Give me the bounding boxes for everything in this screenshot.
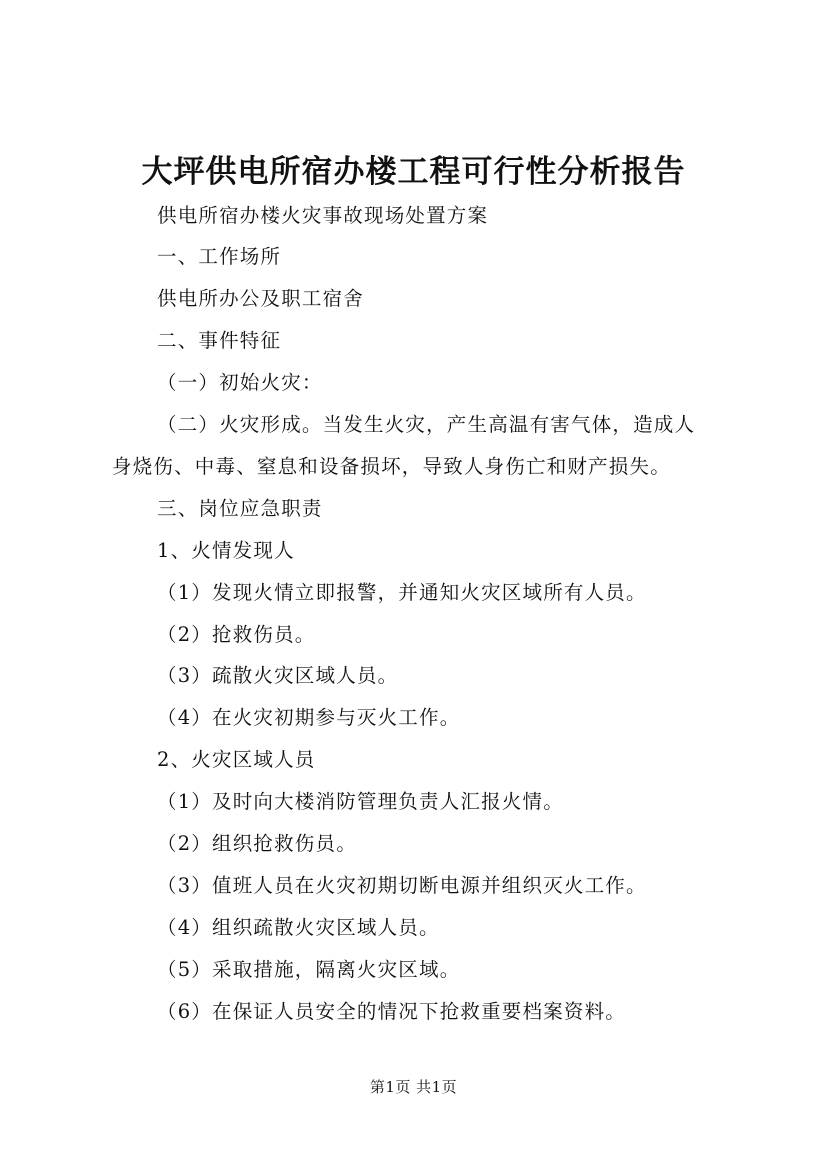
section-heading-workplace: 一、工作场所	[157, 245, 282, 268]
list-item-area-2: （2）组织抢救伤员。	[157, 832, 357, 855]
paragraph-workplace: 供电所办公及职工宿舍	[157, 287, 365, 310]
list-item-area-1: （1）及时向大楼消防管理负责人汇报火情。	[157, 790, 564, 813]
list-item-discoverer-2: （2）抢救伤员。	[157, 623, 316, 646]
list-item-area-5: （5）采取措施，隔离火灾区域。	[157, 958, 461, 981]
list-item-area-6: （6）在保证人员安全的情况下抢救重要档案资料。	[157, 1000, 627, 1023]
list-item-discoverer-4: （4）在火灾初期参与灭火工作。	[157, 706, 461, 729]
list-item-discoverer-1: （1）发现火情立即报警，并通知火灾区域所有人员。	[157, 581, 647, 604]
list-item-discoverer-3: （3）疏散火灾区域人员。	[157, 664, 399, 687]
subheading-fire-area-personnel: 2、火灾区域人员	[157, 748, 316, 771]
section-heading-event-features: 二、事件特征	[157, 329, 282, 352]
subheading-fire-discoverer: 1、火情发现人	[157, 539, 295, 562]
list-item-area-3: （3）值班人员在火灾初期切断电源并组织灭火工作。	[157, 874, 647, 897]
paragraph-fire-formed-continued: 身烧伤、中毒、窒息和设备损坏，导致人身伤亡和财产损失。	[112, 455, 671, 478]
document-title: 大坪供电所宿办楼工程可行性分析报告	[141, 154, 686, 190]
subtitle-line: 供电所宿办楼火灾事故现场处置方案	[157, 204, 489, 227]
section-heading-emergency-duties: 三、岗位应急职责	[157, 497, 323, 520]
page-footer: 第1页 共1页	[369, 1078, 458, 1096]
list-item-fire-formed: （二）火灾形成。当发生火灾，产生高温有害气体，造成人	[157, 413, 696, 436]
list-item-area-4: （4）组织疏散火灾区域人员。	[157, 916, 440, 939]
list-item-initial-fire: （一）初始火灾：	[157, 371, 323, 394]
